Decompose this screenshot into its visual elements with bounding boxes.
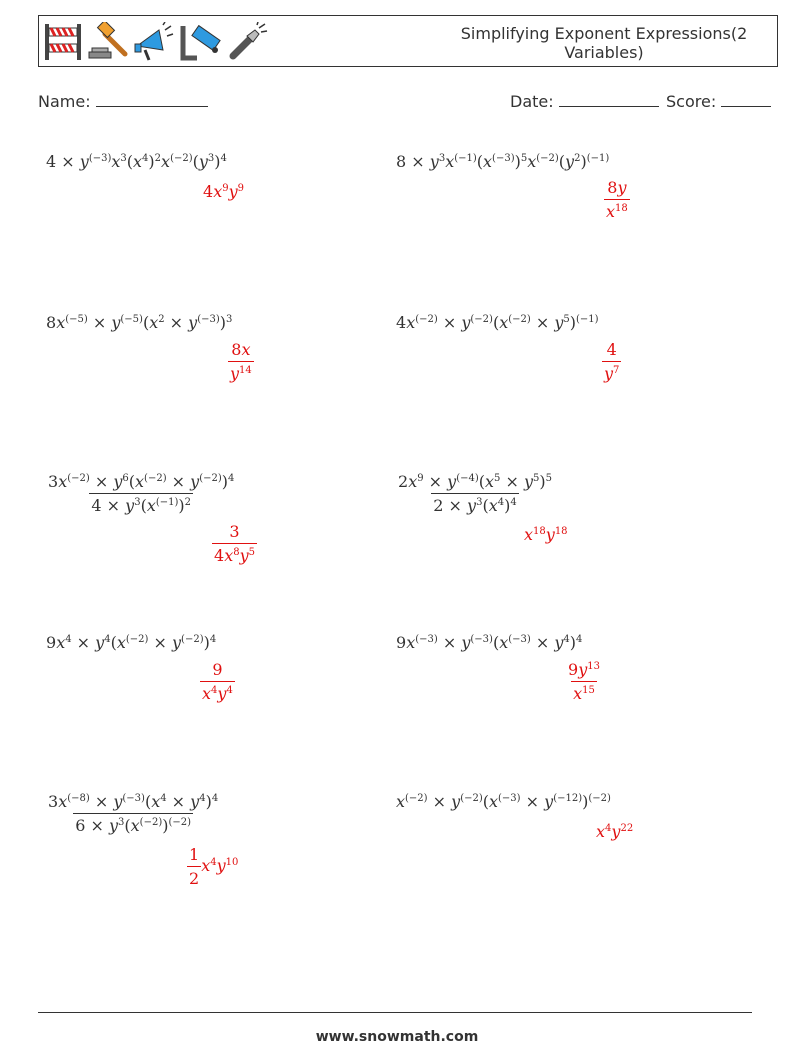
problem-3: $8x^{(-5)} \times y^{(-5)}(x^2 \times y^{(-3)})^3$ [46, 313, 233, 332]
date-field [510, 92, 659, 111]
answer-10: $x^4y^{22}$ [596, 822, 634, 841]
footer-website[interactable]: www.snowmath.com [315, 1029, 479, 1045]
score-label: Score: [666, 92, 717, 111]
problem-8: $9x^{(-3)} \times y^{(-3)}(x^{(-3)} \times y^4)^4$ [396, 633, 583, 652]
score-field [666, 92, 771, 111]
megaphone-icon [133, 22, 175, 62]
worksheet-header [38, 15, 778, 67]
problem-7: $9x^4 \times y^4(x^{(-2)} \times y^{(-2)})^4$ [46, 633, 217, 652]
answer-8: $\frac{9y^{13}}{x^{15}}$ [568, 660, 600, 703]
barrier-icon [43, 22, 83, 62]
date-blank[interactable] [559, 92, 659, 107]
score-blank[interactable] [721, 92, 771, 107]
answer-6: $x^{18}y^{18}$ [524, 525, 568, 544]
footer-divider [38, 1012, 752, 1013]
problem-6: $\frac{2x^9 \times y^{(-4)}(x^5 \times y^5)^5}{2 \times y^3(x^4)^4}$ [398, 472, 553, 515]
answer-9: $\frac{1}{2}$ $x^4y^{10}$ [189, 845, 239, 888]
answer-1: $4x^9y^9$ [203, 182, 245, 201]
flashlight-icon [227, 22, 269, 62]
name-blank[interactable] [96, 92, 208, 107]
name-field [38, 92, 208, 111]
date-label: Date: [510, 92, 554, 111]
problem-2: $8 \times y^3x^{(-1)}(x^{(-3)})^5x^{(-2)}(y^2)^{(-1)}$ [396, 152, 610, 171]
camera-icon [179, 22, 223, 62]
problem-5: $\frac{3x^{(-2)} \times y^6(x^{(-2)} \times y^{(-2)})^4}{4 \times y^3(x^{(-1)})^2}$ [48, 472, 235, 515]
worksheet-title: Simplifying Exponent Expressions(2 Variables) [460, 24, 748, 62]
answer-3: $\frac{8x}{y^{14}}$ [230, 340, 252, 383]
header-icons [43, 20, 269, 64]
hammer-icon [87, 22, 129, 62]
problem-9: $\frac{3x^{(-8)} \times y^{(-3)}(x^4 \times y^4)^4}{6 \times y^3(x^{(-2)})^{(-2)}}$ [48, 792, 219, 835]
name-label: Name: [38, 92, 91, 111]
problem-4: $4x^{(-2)} \times y^{(-2)}(x^{(-2)} \times y^5)^{(-1)}$ [396, 313, 599, 332]
answer-7: $\frac{9}{x^4y^4}$ [202, 660, 233, 703]
answer-5: $\frac{3}{4x^8y^5}$ [214, 522, 256, 565]
problem-10: $x^{(-2)} \times y^{(-2)}(x^{(-3)} \times y^{(-12)})^{(-2)}$ [396, 792, 611, 811]
answer-2: $\frac{8y}{x^{18}}$ [606, 178, 628, 221]
answer-4: $\frac{4}{y^7}$ [604, 340, 620, 383]
problem-1: $4 \times y^{(-3)}x^3(x^4)^2x^{(-2)}(y^3)^4$ [46, 152, 227, 171]
